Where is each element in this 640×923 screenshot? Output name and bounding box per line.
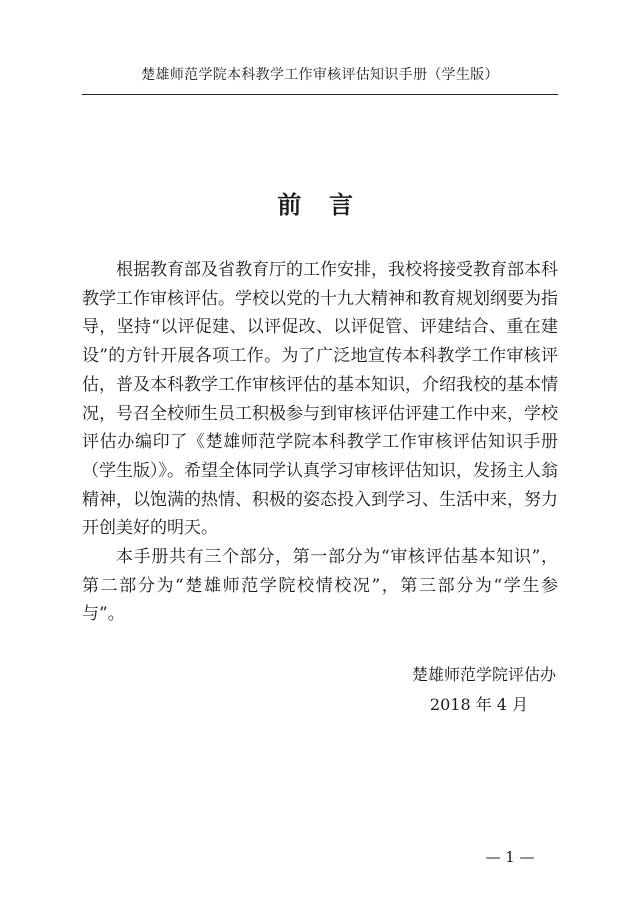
header-divider [82,94,558,95]
page-number: — 1 — [485,848,535,866]
page-title: 前 言 [277,190,363,219]
preface-body [82,256,558,629]
paragraph: 本手册共有三个部分，第一部分为“审核评估基本知识”，第二部分为“楚雄师范学院校情校况”，第三部分为“学生参与”。 [82,547,558,625]
paragraph: 根据教育部及省教育厅的工作安排，我校将接受教育部本科教学工作审核评估。学校以党的十九大精神和教育规划纲要为指导，坚持“以评促建、以评促改、以评促管、评建结合、重在建设”的方针开展各项工作。为了广泛地宣传本科教学工作审核评估，普及本科教学工作审核评估的基本知识，介绍我校的基本情况，号召全校师生员工积极参与到审核评估评建工作中来，学校评估办编印了《楚雄师范学院本科教学工作审核评估知识手册（学生版）》。希望全体同学认真学习审核评估知识，发扬主人翁精神，以饱满的热情、积极的姿态投入到学习、生活中来，努力开创美好的明天。 [82,260,558,539]
running-header: 楚雄师范学院本科教学工作审核评估知识手册（学生版） [141,67,499,83]
date: 2018 年 4 月 [429,695,529,714]
signature: 楚雄师范学院评估办 [411,665,556,684]
